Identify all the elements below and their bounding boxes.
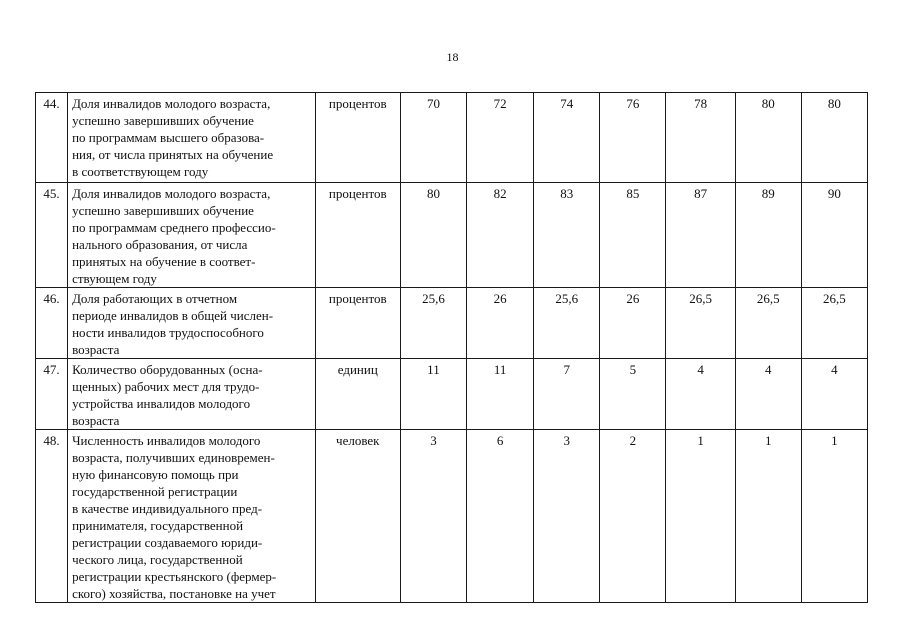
value-cell: 7 — [534, 359, 600, 430]
value-cell: 1 — [735, 430, 801, 603]
description-line: ности инвалидов трудоспособного — [72, 325, 264, 340]
unit-cell: процентов — [315, 183, 400, 288]
indicator-description — [68, 430, 316, 603]
value-cell: 80 — [735, 93, 801, 183]
value-cell: 11 — [400, 359, 466, 430]
value-cell: 26 — [600, 288, 666, 359]
row-number: 44. — [36, 93, 68, 183]
value-cell: 78 — [666, 93, 735, 183]
value-cell: 4 — [735, 359, 801, 430]
value-cell: 82 — [467, 183, 534, 288]
description-line: ную финансовую помощь при — [72, 467, 239, 482]
description-line: ствующем году — [72, 271, 157, 286]
value-cell: 26,5 — [666, 288, 735, 359]
value-cell: 70 — [400, 93, 466, 183]
description-line: государственной регистрации — [72, 484, 238, 499]
description-line: щенных) рабочих мест для трудо- — [72, 379, 260, 394]
description-line: возраста — [72, 342, 120, 357]
value-cell: 1 — [666, 430, 735, 603]
value-cell: 89 — [735, 183, 801, 288]
description-line: регистрации создаваемого юриди- — [72, 535, 263, 550]
description-line: возраста, получивших единовремен- — [72, 450, 275, 465]
table-row — [36, 288, 868, 359]
description-line: в качестве индивидуального пред- — [72, 501, 263, 516]
indicators-table — [35, 92, 868, 603]
description-line: в соответствующем году — [72, 164, 209, 179]
description-line: Доля работающих в отчетном — [72, 291, 238, 306]
description-line: периоде инвалидов в общей числен- — [72, 308, 274, 323]
description-line: успешно завершивших обучение — [72, 113, 254, 128]
value-cell: 26,5 — [801, 288, 867, 359]
value-cell: 87 — [666, 183, 735, 288]
value-cell: 80 — [801, 93, 867, 183]
description-line: Доля инвалидов молодого возраста, — [72, 96, 271, 111]
value-cell: 26 — [467, 288, 534, 359]
value-cell: 72 — [467, 93, 534, 183]
row-number: 45. — [36, 183, 68, 288]
value-cell: 2 — [600, 430, 666, 603]
description-line: принимателя, государственной — [72, 518, 244, 533]
indicator-description — [68, 359, 316, 430]
description-line: ческого лица, государственной — [72, 552, 243, 567]
unit-cell: процентов — [315, 288, 400, 359]
indicator-description — [68, 288, 316, 359]
value-cell: 25,6 — [400, 288, 466, 359]
description-line: возраста — [72, 413, 120, 428]
description-line: устройства инвалидов молодого — [72, 396, 251, 411]
table-row — [36, 359, 868, 430]
description-line: ния, от числа принятых на обучение — [72, 147, 274, 162]
value-cell: 3 — [400, 430, 466, 603]
value-cell: 11 — [467, 359, 534, 430]
value-cell: 3 — [534, 430, 600, 603]
value-cell: 1 — [801, 430, 867, 603]
value-cell: 4 — [666, 359, 735, 430]
unit-cell: человек — [315, 430, 400, 603]
row-number: 46. — [36, 288, 68, 359]
table-row — [36, 183, 868, 288]
description-line: по программам среднего профессио- — [72, 220, 276, 235]
description-line: успешно завершивших обучение — [72, 203, 254, 218]
value-cell: 6 — [467, 430, 534, 603]
value-cell: 4 — [801, 359, 867, 430]
description-line: Доля инвалидов молодого возраста, — [72, 186, 271, 201]
description-line: принятых на обучение в соответ- — [72, 254, 256, 269]
description-line: по программам высшего образова- — [72, 130, 265, 145]
value-cell: 5 — [600, 359, 666, 430]
description-line: нального образования, от числа — [72, 237, 248, 252]
row-number: 48. — [36, 430, 68, 603]
value-cell: 74 — [534, 93, 600, 183]
table-row — [36, 430, 868, 603]
row-number: 47. — [36, 359, 68, 430]
description-line: Численность инвалидов молодого — [72, 433, 261, 448]
description-line: ского) хозяйства, постановке на учет — [72, 586, 276, 601]
description-line: регистрации крестьянского (фермер- — [72, 569, 277, 584]
table-body — [36, 93, 868, 603]
description-line: Количество оборудованных (осна- — [72, 362, 263, 377]
value-cell: 80 — [400, 183, 466, 288]
unit-cell: единиц — [315, 359, 400, 430]
value-cell: 76 — [600, 93, 666, 183]
indicator-description — [68, 183, 316, 288]
value-cell: 25,6 — [534, 288, 600, 359]
indicator-description — [68, 93, 316, 183]
value-cell: 83 — [534, 183, 600, 288]
value-cell: 85 — [600, 183, 666, 288]
table-row — [36, 93, 868, 183]
unit-cell: процентов — [315, 93, 400, 183]
page-number: 18 — [446, 50, 459, 64]
value-cell: 26,5 — [735, 288, 801, 359]
value-cell: 90 — [801, 183, 867, 288]
